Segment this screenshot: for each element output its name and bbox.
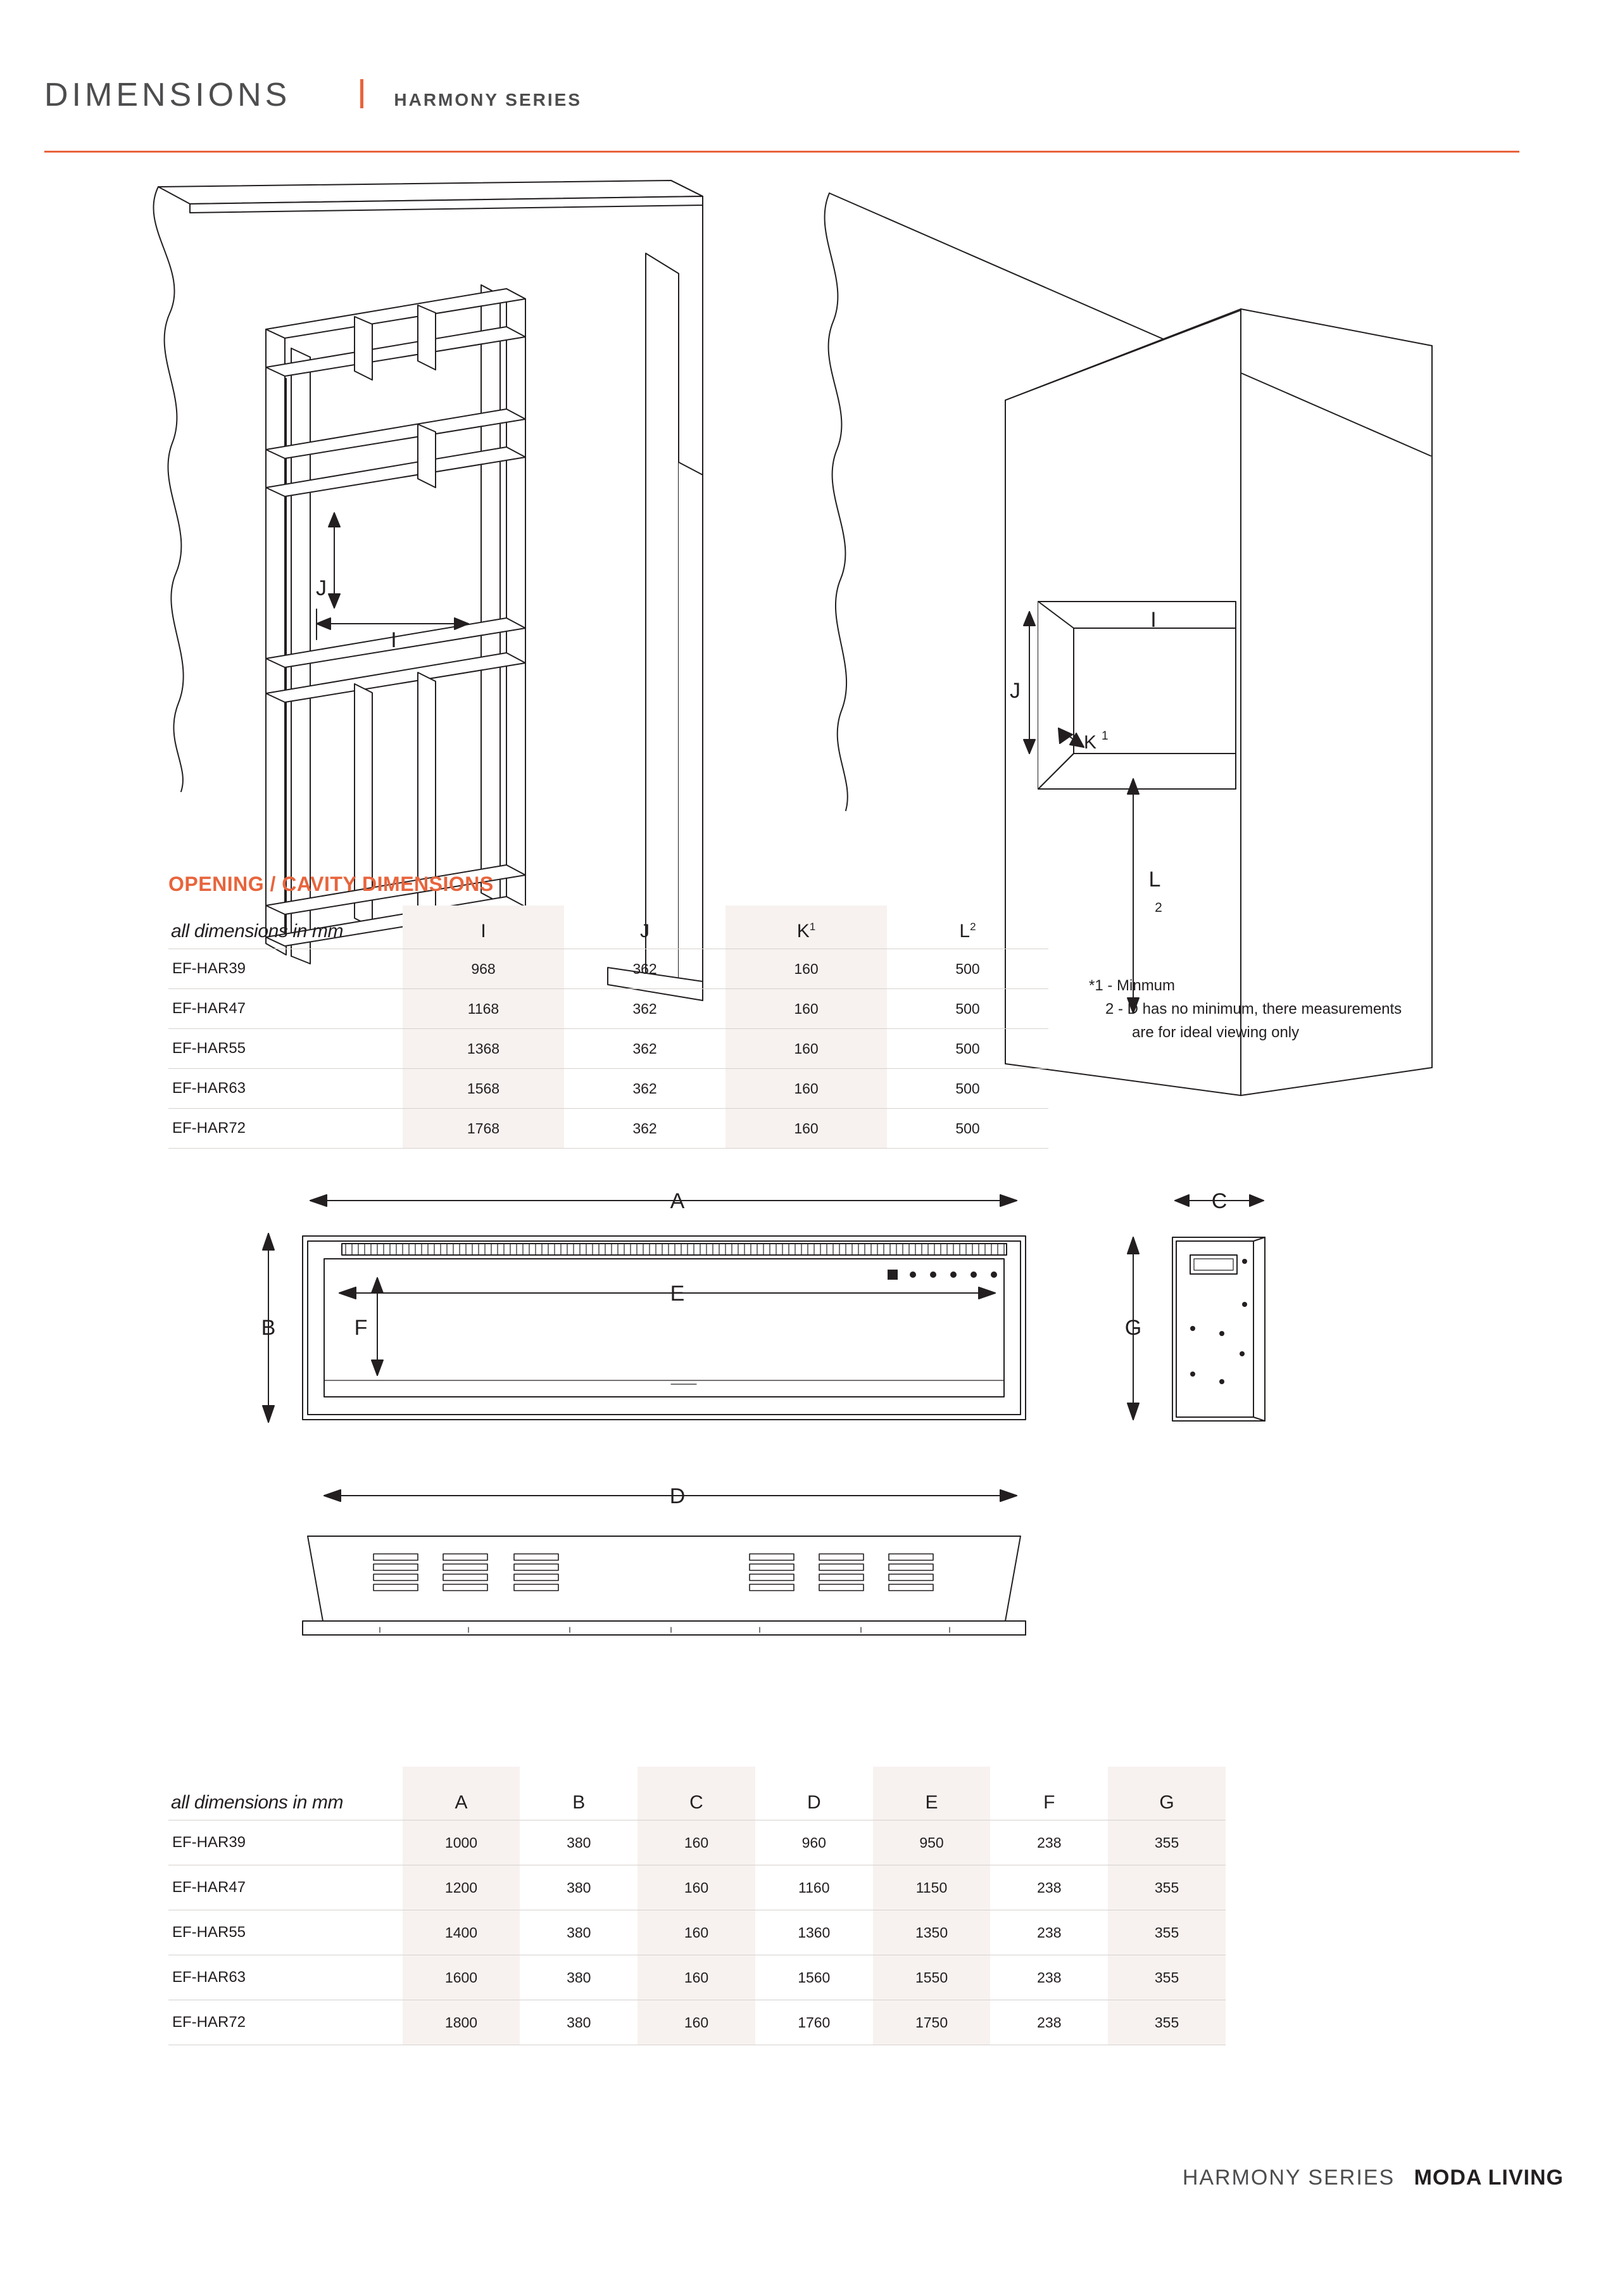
technical-drawings [0, 158, 1608, 915]
cell-L: 500 [887, 989, 1048, 1029]
col-header-E: E [873, 1767, 991, 1820]
cell-C: 160 [638, 1910, 755, 1955]
cell-D: 1160 [755, 1865, 873, 1910]
cell-A: 1600 [403, 1955, 520, 2000]
cell-D: 1360 [755, 1910, 873, 1955]
cell-E: 1750 [873, 2000, 991, 2045]
cavity-dimensions-table [168, 905, 1048, 1149]
cell-J: 362 [564, 949, 725, 989]
cell-L: 500 [887, 1029, 1048, 1069]
cell-C: 160 [638, 1820, 755, 1865]
footer-series: HARMONY SERIES [1182, 2166, 1395, 2190]
col-header-J: J [564, 905, 725, 949]
cell-K: 160 [725, 1029, 887, 1069]
cell-A: 1400 [403, 1910, 520, 1955]
cell-A: 1000 [403, 1820, 520, 1865]
label-G: G [1124, 1316, 1142, 1340]
table-row [168, 1955, 1226, 2000]
cell-B: 380 [520, 2000, 638, 2045]
label-K-sup: 1 [1102, 729, 1109, 743]
cell-E: 1350 [873, 1910, 991, 1955]
section-title-cavity: OPENING / CAVITY DIMENSIONS [168, 873, 494, 895]
cell-F: 238 [990, 2000, 1108, 2045]
cell-B: 380 [520, 1820, 638, 1865]
cell-K: 160 [725, 949, 887, 989]
cell-J: 362 [564, 1029, 725, 1069]
cell-E: 1150 [873, 1865, 991, 1910]
label-A: A [670, 1189, 685, 1213]
side-view [1124, 1195, 1265, 1421]
footnotes [1089, 974, 1532, 1045]
footnote-line-3: are for ideal viewing only [1132, 1024, 1300, 1042]
label-I-wall: I [1150, 608, 1157, 632]
label-J-wall: J [1010, 679, 1021, 703]
model-name: EF-HAR55 [168, 1910, 403, 1955]
cell-G: 355 [1108, 1865, 1226, 1910]
cell-I: 1168 [403, 989, 564, 1029]
model-name: EF-HAR72 [168, 1109, 403, 1149]
cell-L: 500 [887, 1109, 1048, 1149]
cell-I: 1368 [403, 1029, 564, 1069]
cell-F: 238 [990, 1820, 1108, 1865]
cell-D: 960 [755, 1820, 873, 1865]
table-row [168, 1910, 1226, 1955]
footnote-line-2: 2 - D has no minimum, there measurements [1105, 1000, 1402, 1018]
cell-I: 1568 [403, 1069, 564, 1109]
cell-K: 160 [725, 989, 887, 1029]
cell-J: 362 [564, 989, 725, 1029]
model-name: EF-HAR39 [168, 1820, 403, 1865]
table-row [168, 1820, 1226, 1865]
cell-K: 160 [725, 1109, 887, 1149]
product-dimensions-table [168, 1767, 1226, 2045]
footer-brand: MODA LIVING [1414, 2166, 1564, 2190]
cell-F: 238 [990, 1865, 1108, 1910]
cell-D: 1760 [755, 2000, 873, 2045]
cell-I: 968 [403, 949, 564, 989]
product-drawings-svg [0, 1184, 1608, 1741]
label-B: B [261, 1316, 276, 1340]
front-view [263, 1195, 1026, 1422]
model-name: EF-HAR39 [168, 949, 403, 989]
col-header-B: B [520, 1767, 638, 1820]
model-name: EF-HAR63 [168, 1955, 403, 2000]
col-header-F: F [990, 1767, 1108, 1820]
table-row [168, 949, 1048, 989]
page-footer [1183, 2166, 1564, 2190]
label-L-sup: 2 [1155, 900, 1162, 915]
top-view [303, 1490, 1026, 1635]
model-name: EF-HAR55 [168, 1029, 403, 1069]
product-drawings [0, 1184, 1608, 1741]
cell-G: 355 [1108, 2000, 1226, 2045]
header-divider [360, 79, 363, 108]
label-E: E [670, 1282, 685, 1306]
col-header-L: $L^2$ [887, 905, 1048, 949]
cell-L: 500 [887, 1069, 1048, 1109]
page-title: DIMENSIONS [44, 77, 291, 113]
label-L-wall: L [1148, 867, 1161, 892]
model-name: EF-HAR47 [168, 1865, 403, 1910]
label-C: C [1211, 1189, 1228, 1213]
col-header-K: $K^1$ [725, 905, 887, 949]
cell-J: 362 [564, 1109, 725, 1149]
col-header-G: G [1108, 1767, 1226, 1820]
table-row [168, 1865, 1226, 1910]
col-header-C: C [638, 1767, 755, 1820]
product-unit-note: all dimensions in mm [168, 1767, 403, 1820]
table-row [168, 2000, 1226, 2045]
table-row [168, 1069, 1048, 1109]
cell-J: 362 [564, 1069, 725, 1109]
col-header-D: D [755, 1767, 873, 1820]
cell-A: 1800 [403, 2000, 520, 2045]
cell-F: 238 [990, 1955, 1108, 2000]
label-J-framing: J [316, 576, 327, 600]
cell-C: 160 [638, 1865, 755, 1910]
cell-E: 950 [873, 1820, 991, 1865]
cavity-unit-note: all dimensions in mm [168, 905, 403, 949]
model-name: EF-HAR47 [168, 989, 403, 1029]
drawings-svg [0, 158, 1608, 915]
cell-C: 160 [638, 2000, 755, 2045]
cell-D: 1560 [755, 1955, 873, 2000]
label-D: D [669, 1484, 686, 1508]
cell-E: 1550 [873, 1955, 991, 2000]
cell-F: 238 [990, 1910, 1108, 1955]
label-I-framing: I [391, 628, 397, 652]
label-F: F [354, 1316, 368, 1340]
table-header-row [168, 905, 1048, 949]
cell-A: 1200 [403, 1865, 520, 1910]
cell-B: 380 [520, 1955, 638, 2000]
model-name: EF-HAR63 [168, 1069, 403, 1109]
model-name: EF-HAR72 [168, 2000, 403, 2045]
header-subtitle: HARMONY SERIES [394, 90, 582, 110]
table-header-row [168, 1767, 1226, 1820]
table-row [168, 1029, 1048, 1069]
cell-C: 160 [638, 1955, 755, 2000]
footnote-line-1: *1 - Minmum [1089, 977, 1176, 994]
cell-G: 355 [1108, 1910, 1226, 1955]
page-header [44, 76, 1564, 114]
table-row [168, 989, 1048, 1029]
table-row [168, 1109, 1048, 1149]
cell-I: 1768 [403, 1109, 564, 1149]
cell-L: 500 [887, 949, 1048, 989]
col-header-A: A [403, 1767, 520, 1820]
cell-B: 380 [520, 1910, 638, 1955]
label-K-wall: K [1084, 732, 1097, 753]
header-rule [44, 151, 1519, 153]
cell-K: 160 [725, 1069, 887, 1109]
cell-G: 355 [1108, 1820, 1226, 1865]
cell-B: 380 [520, 1865, 638, 1910]
col-header-I: I [403, 905, 564, 949]
cell-G: 355 [1108, 1955, 1226, 2000]
